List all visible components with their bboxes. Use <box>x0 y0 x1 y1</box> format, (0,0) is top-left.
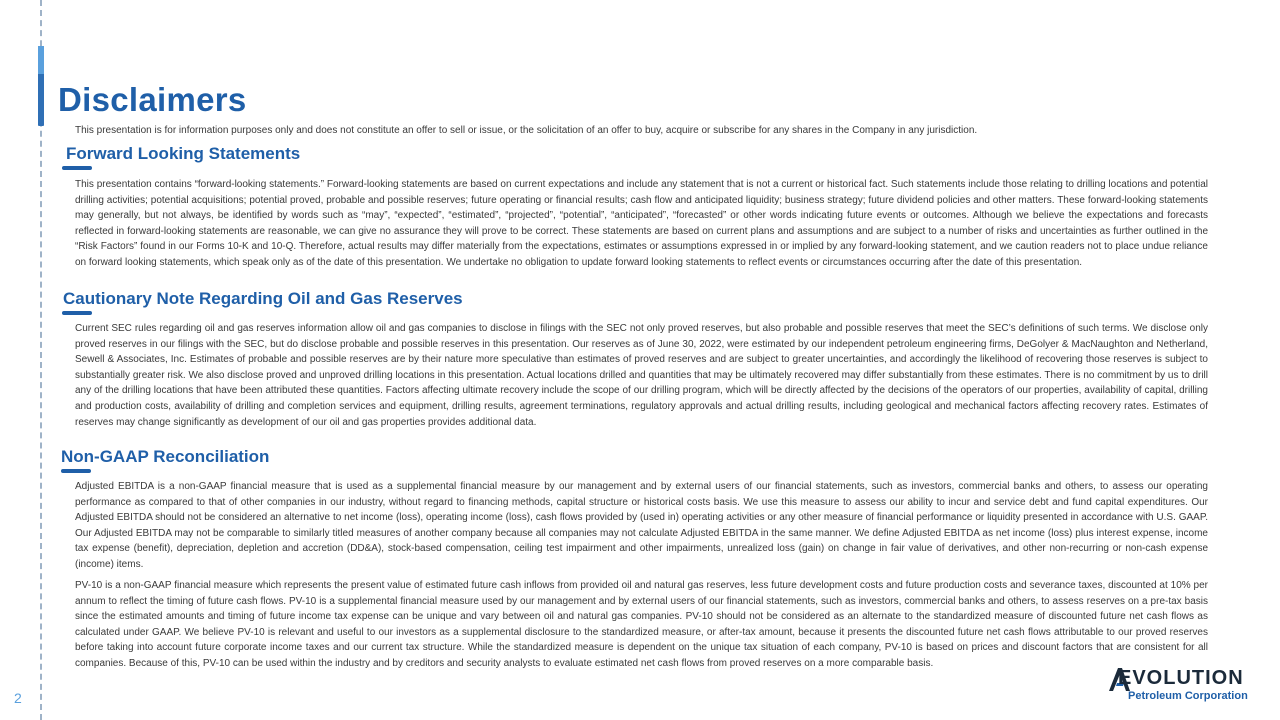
heading-cautionary-note: Cautionary Note Regarding Oil and Gas Reserves <box>63 289 463 308</box>
forward-looking-text: This presentation contains “forward-looking statements.” Forward-looking statements are based on current expectations and include any statement that is not a current or historical fact. Such statements include those relating to drilling locations and potential drilling activities; potential acquisitions; potential proved, probable and possible reserves; future operating or financial results; cash flow and anticipated liquidity; business strategy; future dividend policies and other matters. These forward-looking statements may generally, but not always, be identified by words such as “may”, “expected”, “estimated”, “projected”, “potential”, “anticipated”, “forecasted” or other words indicating future events or outcomes. Although we believe the expectations and forecasts reflected in forward-looking statements are reasonable, we can give no assurance they will prove to be correct. These statements are based on current plans and assumptions and are subject to a number of risks and uncertainties as further outlined in the “Risk Factors” found in our Forms 10-K and 10-Q. Therefore, actual results may differ materially from the expectations, estimates or assumptions expressed in or implied by any forward-looking statement, and we caution readers not to place undue reliance on forward looking statements, which speak only as of the date of this presentation. We undertake no obligation to update forward looking statements to reflect events or circumstances occurring after the date of this presentation. <box>75 179 1208 268</box>
logo-subtitle: Petroleum Corporation <box>1128 690 1248 702</box>
logo-wordmark: EVOLUTION <box>1118 667 1244 689</box>
intro-text: This presentation is for information purposes only and does not constitute an offer to sell or issue, or the solicitation of an offer to buy, acquire or subscribe for any shares in the Company in any jurisdiction. <box>75 125 978 136</box>
page-number: 2 <box>14 690 22 706</box>
heading-underline <box>61 469 91 473</box>
non-gaap-ebitda-text: Adjusted EBITDA is a non-GAAP financial measure that is used as a supplemental financial measure by our management and by external users of our financial statements, such as investors, commercial banks and others, to assess our operating performance as compared to that of other companies in our industry, without regard to financing methods, capital structure or historical costs basis. We use this measure to assess our ability to incur and service debt and fund capital expenditures. Our Adjusted EBITDA should not be considered an alternative to net income (loss), operating income (loss), cash flows provided by (used in) operating activities or any other measure of financial performance or liquidity presented in accordance with U.S. GAAP. Our Adjusted EBITDA may not be comparable to similarly titled measures of another company because all companies may not calculate Adjusted EBITDA in the same manner. We define Adjusted EBITDA as net income (loss) plus interest expense, income tax expense (benefit), depreciation, depletion and accretion (DD&A), stock-based compensation, ceiling test impairment and other impairments, unrealized loss (gain) on change in fair value of derivatives, and other non-recurring or non-cash expense (income) items. <box>75 481 1208 570</box>
title-accent-bar-highlight <box>38 46 44 74</box>
cautionary-note-text: Current SEC rules regarding oil and gas reserves information allow oil and gas companies to disclose in filings with the SEC not only proved reserves, but also probable and possible reserves that meet the SEC’s definitions of such terms. We disclose only proved reserves in our filings with the SEC, but do disclose probable and possible reserves in this presentation. Our reserves as of June 30, 2022, were estimated by our independent petroleum engineering firms, DeGolyer & MacNaughton and Netherland, Sewell & Associates, Inc. Estimates of probable and possible reserves are by their nature more speculative than estimates of proved reserves and are subject to greater uncertainties, and accordingly the likelihood of recovering those reserves is subject to substantially greater risk. We also disclose proved and unproved drilling locations in this presentation. Actual locations drilled and quantities that may be ultimately recovered may differ substantially from these estimates. There is no commitment by us to drill any of the drilling locations that have been attributed these quantities. Factors affecting ultimate recovery include the scope of our drilling program, which will be directly affected by the decisions of the operators of our properties, availability of capital, drilling and production costs, availability of drilling and completion services and equipment, drilling results, agreement terminations, regulatory approvals and actual drilling results, including geological and mechanical factors affecting recovery rates. Estimates of reserves may change significantly as development of our oil and gas properties provides additional data. <box>75 323 1208 428</box>
heading-forward-looking: Forward Looking Statements <box>66 144 301 163</box>
heading-non-gaap: Non-GAAP Reconciliation <box>61 447 270 466</box>
page-title: Disclaimers <box>58 81 247 118</box>
non-gaap-pv10-text: PV-10 is a non-GAAP financial measure which represents the present value of estimated future cash inflows from provided oil and natural gas reserves, less future development costs and future production costs and severance taxes, discounted at 10% per annum to reflect the timing of future cash flows. PV-10 is a supplemental financial measure used by our management and by external users of our financial statements, such as investors, commercial banks and others, to assess reserves on a pre-tax basis since the estimated amounts and timing of future income tax expense can be unique and vary between oil and natural gas companies. PV-10 should not be considered as an alternate to the standardized measure of discounted future net cash flows as calculated under GAAP. We believe PV-10 is relevant and useful to our investors as a supplemental disclosure to the standardized measure, or after-tax amount, because it presents the discounted future net cash flows attributable to our proved reserves before taking into account future corporate income taxes and our current tax structure. While the standardized measure is dependent on the unique tax situation of each company, PV-10 is based on prices and discount factors that are consistent for all companies. Because of this, PV-10 can be used within the industry and by creditors and security analysts to evaluate estimated net cash flows from proved reserves on a more comparable basis. <box>75 580 1208 669</box>
heading-underline <box>62 166 92 170</box>
company-logo <box>1108 666 1258 706</box>
heading-underline <box>62 311 92 315</box>
